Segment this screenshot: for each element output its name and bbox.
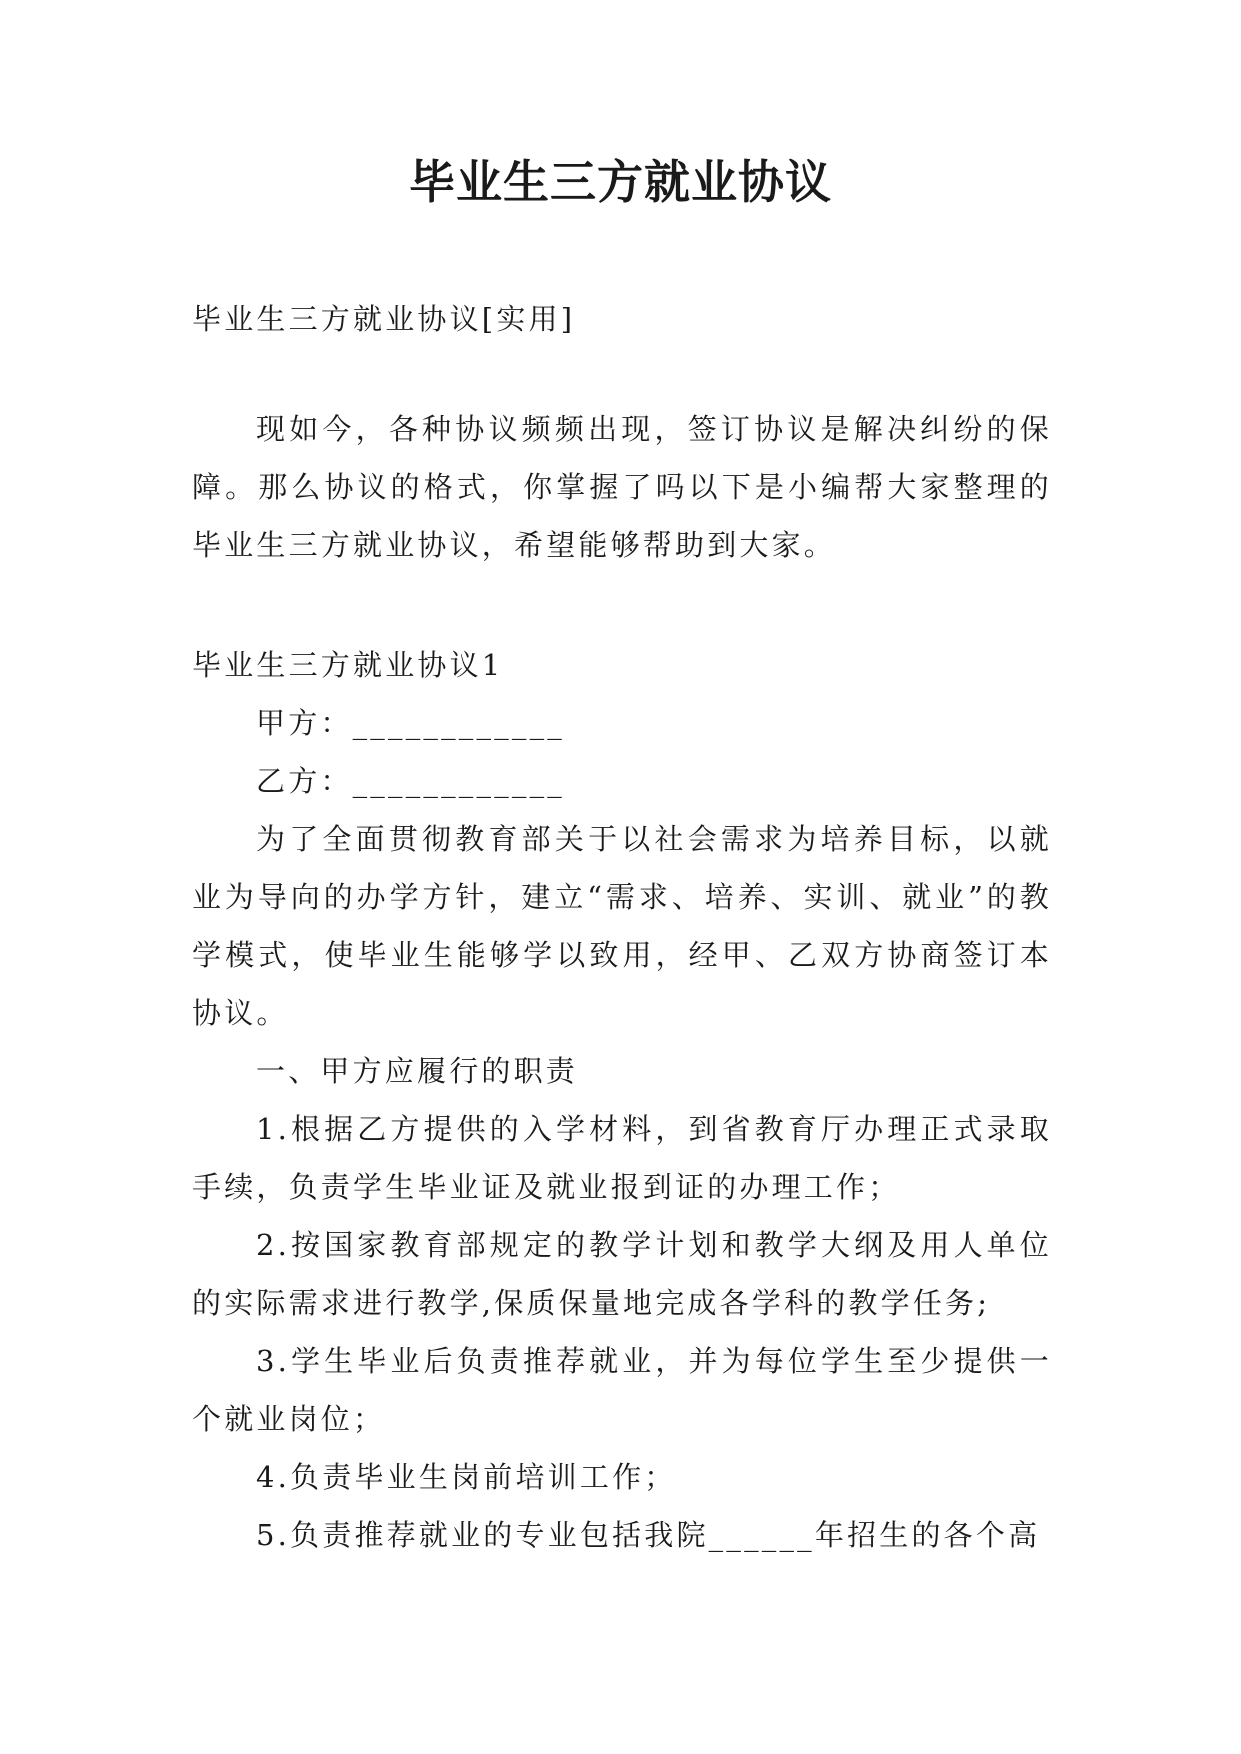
preamble-paragraph: 为了全面贯彻教育部关于以社会需求为培养目标，以就业为导向的办学方针，建立“需求、培养、实训、就业”的教学模式，使毕业生能够学以致用，经甲、乙双方协商签订本协议。 <box>192 822 1052 1030</box>
duty-item: 5.负责推荐就业的专业包括我院______年招生的各个高 <box>256 1518 1041 1552</box>
section-title: 一、甲方应履行的职责 <box>256 1054 579 1088</box>
intro-section <box>192 400 1052 574</box>
document-title: 毕业生三方就业协议 <box>409 155 832 209</box>
duty-item: 3.学生毕业后负责推荐就业，并为每位学生至少提供一个就业岗位； <box>192 1344 1052 1436</box>
party-a-line: 甲方：____________ <box>256 706 566 740</box>
duty-item: 1.根据乙方提供的入学材料，到省教育厅办理正式录取手续，负责学生毕业证及就业报到证的办理工作； <box>192 1112 1052 1204</box>
duty-item: 4.负责毕业生岗前培训工作； <box>256 1460 677 1494</box>
intro-paragraph: 现如今，各种协议频频出现，签订协议是解决纠纷的保障。那么协议的格式，你掌握了吗以下是小编帮大家整理的毕业生三方就业协议，希望能够帮助到大家。 <box>192 412 1052 562</box>
agreement-heading: 毕业生三方就业协议1 <box>192 648 504 682</box>
party-b-line: 乙方：____________ <box>256 764 566 798</box>
subtitle-text: 毕业生三方就业协议[实用] <box>192 302 576 336</box>
agreement-section <box>192 636 1052 1564</box>
duty-item: 2.按国家教育部规定的教学计划和教学大纲及用人单位的实际需求进行教学,保质保量地完成各学科的教学任务; <box>192 1228 1052 1320</box>
document-subtitle <box>192 290 1052 348</box>
